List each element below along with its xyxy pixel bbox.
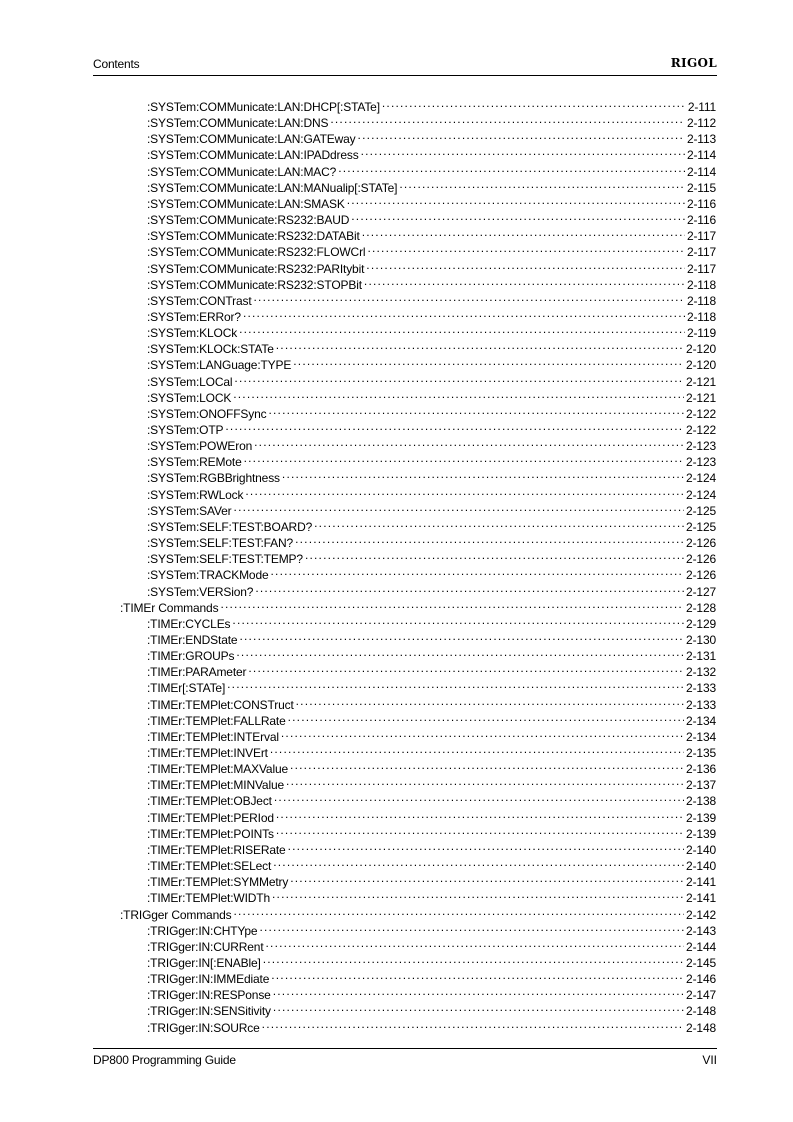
toc-entry-page: 2-127: [686, 584, 716, 599]
toc-entry-title: :SYSTem:KLOCk: [147, 326, 238, 341]
toc-dot-leader: [239, 321, 685, 337]
toc-entry[interactable]: [147, 644, 716, 664]
header-section-title: Contents: [93, 57, 140, 71]
toc-entry-page: 2-116: [686, 213, 716, 228]
toc-dot-leader: [254, 289, 685, 305]
toc-entry-page: 2-126: [686, 536, 716, 551]
toc-entry[interactable]: [147, 321, 716, 341]
toc-dot-leader: [295, 531, 684, 547]
toc-entry-page: 2-141: [686, 875, 716, 890]
toc-entry-page: 2-134: [686, 713, 716, 728]
toc-dot-leader: [366, 257, 685, 273]
toc-entry-page: 2-131: [686, 649, 716, 664]
toc-entry[interactable]: [147, 240, 716, 260]
toc-entry-page: 2-142: [686, 907, 716, 922]
toc-entry-title: :TIMEr:GROUPs: [147, 649, 235, 664]
toc-entry-page: 2-136: [686, 762, 716, 777]
toc-entry-title: :SYSTem:ONOFFSync: [147, 406, 267, 421]
toc-entry-title: :TIMEr:TEMPlet:RISERate: [147, 842, 286, 857]
toc-dot-leader: [382, 95, 686, 111]
toc-entry-page: 2-128: [686, 600, 716, 615]
toc-entry-title: :SYSTem:SELF:TEST:TEMP?: [147, 552, 303, 567]
toc-entry[interactable]: [147, 838, 716, 857]
toc-entry[interactable]: [147, 353, 716, 373]
toc-entry-page: 2-135: [686, 746, 716, 760]
toc-dot-leader: [220, 596, 684, 612]
toc-entry[interactable]: [147, 967, 716, 987]
toc-dot-leader: [276, 337, 684, 353]
toc-entry[interactable]: [147, 806, 716, 825]
toc-entry-title: :SYSTem:COMMunicate:RS232:DATABit: [147, 229, 360, 244]
toc-entry[interactable]: [147, 676, 716, 696]
toc-dot-leader: [273, 999, 684, 1015]
toc-entry[interactable]: [147, 919, 716, 938]
toc-entry-page: 2-119: [686, 326, 716, 341]
toc-dot-leader: [233, 386, 684, 402]
toc-entry[interactable]: [147, 402, 716, 421]
toc-dot-leader: [227, 676, 684, 692]
toc-dot-leader: [305, 547, 684, 563]
toc-dot-leader: [364, 273, 685, 289]
toc-entry-title: :SYSTem:COMMunicate:LAN:DNS: [147, 116, 329, 131]
toc-entry-title: :SYSTem:ERRor?: [147, 309, 241, 324]
toc-entry-page: 2-120: [686, 358, 716, 373]
toc-entry-title: :TIMEr:TEMPlet:INVErt: [147, 746, 268, 760]
toc-dot-leader: [255, 580, 684, 596]
toc-entry[interactable]: [147, 886, 716, 906]
toc-entry[interactable]: [147, 127, 716, 147]
toc-dot-leader: [282, 466, 684, 482]
toc-dot-leader: [273, 983, 684, 999]
toc-entry-page: 2-133: [686, 681, 716, 696]
toc-dot-leader: [225, 418, 684, 434]
toc-dot-leader: [293, 353, 684, 369]
toc-entry-title: :SYSTem:COMMunicate:LAN:DHCP[:STATe]: [147, 100, 380, 114]
toc-dot-leader: [233, 903, 684, 919]
toc-entry-page: 2-124: [686, 487, 716, 502]
toc-dot-leader: [270, 741, 684, 757]
toc-dot-leader: [367, 240, 684, 256]
toc-entry[interactable]: [147, 741, 716, 760]
toc-entry-title: :TRIGger:IN[:ENABle]: [147, 955, 261, 970]
toc-entry-page: 2-117: [686, 229, 716, 244]
toc-dot-leader: [245, 483, 684, 499]
toc-entry-title: :TRIGger:IN:CURRent: [147, 939, 264, 954]
toc-entry[interactable]: [147, 95, 716, 114]
toc-entry[interactable]: [147, 660, 716, 680]
toc-dot-leader: [399, 176, 685, 192]
toc-entry-page: 2-141: [686, 891, 716, 906]
toc-entry-page: 2-145: [686, 955, 716, 970]
toc-entry-page: 2-139: [686, 810, 716, 825]
toc-entry-page: 2-125: [686, 519, 716, 534]
toc-entry[interactable]: [147, 176, 716, 195]
toc-dot-leader: [288, 709, 684, 725]
toc-entry-page: 2-122: [686, 406, 716, 421]
toc-dot-leader: [236, 644, 684, 660]
toc-entry-page: 2-139: [686, 826, 716, 841]
toc-dot-leader: [268, 402, 684, 418]
toc-entry-title: :TRIGger:IN:CHTYpe: [147, 923, 258, 938]
toc-entry[interactable]: [147, 1016, 716, 1035]
footer-page-number: VII: [702, 1053, 717, 1067]
toc-entry-title: :TIMEr:TEMPlet:MAXValue: [147, 762, 289, 777]
toc-entry[interactable]: [147, 224, 716, 244]
toc-entry-page: 2-137: [686, 778, 716, 793]
toc-entry[interactable]: [147, 693, 716, 712]
page-footer: [93, 1048, 717, 1069]
toc-entry-title: :SYSTem:COMMunicate:LAN:MANualip[:STATe]: [147, 180, 398, 195]
toc-entry-page: 2-140: [686, 859, 716, 874]
toc-entry-title: :TIMEr:TEMPlet:POINTs: [147, 826, 274, 841]
toc-entry-title: :SYSTem:OTP: [147, 423, 224, 437]
footer-document-title: DP800 Programming Guide: [93, 1053, 236, 1067]
toc-dot-leader: [263, 951, 684, 967]
toc-entry-page: 2-133: [686, 697, 716, 712]
toc-entry-title: :SYSTem:LANGuage:TYPE: [147, 358, 292, 373]
toc-entry[interactable]: [120, 596, 716, 615]
toc-entry-title: :TIMEr:TEMPlet:MINValue: [147, 778, 285, 793]
toc-entry[interactable]: [147, 499, 716, 518]
toc-entry-page: 2-140: [686, 842, 716, 857]
toc-entry-page: 2-148: [686, 1004, 716, 1019]
toc-entry[interactable]: [147, 418, 716, 437]
toc-entry-page: 2-129: [686, 616, 716, 631]
toc-entry[interactable]: [147, 628, 716, 647]
toc-entry-page: 2-147: [686, 988, 716, 1003]
page-header: [93, 57, 717, 76]
toc-entry-page: 2-114: [686, 164, 716, 179]
toc-entry-page: 2-132: [686, 665, 716, 680]
toc-entry-page: 2-143: [686, 923, 716, 938]
toc-entry-title: :SYSTem:SELF:TEST:FAN?: [147, 536, 294, 551]
toc-dot-leader: [271, 967, 684, 983]
toc-entry-title: :SYSTem:RGBBrightness: [147, 471, 280, 486]
toc-entry[interactable]: [147, 450, 716, 470]
toc-entry[interactable]: [147, 466, 716, 486]
toc-dot-leader: [358, 127, 685, 143]
toc-dot-leader: [239, 628, 684, 644]
toc-entry-title: :TIMEr:PARAmeter: [147, 665, 247, 680]
toc-entry[interactable]: [147, 725, 716, 744]
toc-entry-title: :SYSTem:SAVer: [147, 503, 232, 518]
toc-entry-title: :TRIGger Commands: [120, 907, 232, 922]
toc-entry-page: 2-118: [686, 309, 716, 324]
toc-entry-page: 2-118: [686, 293, 716, 308]
toc-entry[interactable]: [147, 757, 716, 777]
toc-entry[interactable]: [147, 273, 716, 292]
toc-dot-leader: [272, 886, 684, 902]
toc-dot-leader: [338, 160, 685, 176]
toc-dot-leader: [361, 143, 685, 159]
toc-entry-page: 2-120: [686, 342, 716, 357]
toc-entry[interactable]: [147, 289, 716, 308]
toc-entry-title: :TIMEr:TEMPlet:CONSTruct: [147, 697, 294, 712]
toc-entry-title: :SYSTem:COMMunicate:RS232:STOPBit: [147, 277, 362, 292]
toc-dot-leader: [281, 725, 684, 741]
toc-entry-title: :SYSTem:COMMunicate:RS232:FLOWCrl: [147, 245, 366, 260]
toc-entry[interactable]: [147, 305, 716, 324]
toc-entry-title: :SYSTem:RWLock: [147, 487, 244, 502]
toc-entry-title: :TIMEr:ENDState: [147, 632, 238, 647]
toc-entry-page: 2-124: [686, 471, 716, 486]
toc-entry[interactable]: [147, 935, 716, 954]
toc-entry[interactable]: [147, 822, 716, 841]
toc-entry[interactable]: [147, 709, 716, 728]
toc-entry-title: :SYSTem:KLOCk:STATe: [147, 342, 274, 357]
toc-entry[interactable]: [147, 999, 716, 1019]
toc-entry-title: :SYSTem:POWEron: [147, 439, 253, 454]
toc-entry-title: :SYSTem:COMMunicate:LAN:IPADdress: [147, 148, 359, 163]
toc-entry-title: :TRIGger:IN:SENSitivity: [147, 1004, 271, 1019]
toc-entry-page: 2-144: [686, 939, 716, 954]
toc-entry-title: :SYSTem:SELF:TEST:BOARD?: [147, 519, 313, 534]
toc-dot-leader: [244, 450, 684, 466]
toc-dot-leader: [234, 370, 684, 386]
toc-dot-leader: [290, 757, 684, 773]
toc-entry[interactable]: [147, 386, 716, 405]
toc-entry-page: 2-126: [686, 568, 716, 583]
toc-entry-page: 2-138: [686, 794, 716, 809]
toc-entry-title: :SYSTem:COMMunicate:LAN:GATEway: [147, 132, 356, 147]
toc-dot-leader: [274, 789, 684, 805]
toc-entry-page: 2-116: [686, 196, 716, 211]
toc-entry-title: :SYSTem:COMMunicate:RS232:BAUD: [147, 213, 350, 228]
toc-entry-page: 2-112: [686, 116, 716, 131]
toc-entry[interactable]: [147, 612, 716, 631]
toc-entry[interactable]: [147, 192, 716, 211]
toc-entry[interactable]: [147, 434, 716, 454]
toc-entry-page: 2-118: [686, 277, 716, 292]
toc-entry-title: :TRIGger:IN:SOURce: [147, 1020, 260, 1035]
toc-dot-leader: [330, 111, 685, 127]
toc-entry-title: :SYSTem:COMMunicate:LAN:SMASK: [147, 196, 345, 211]
toc-entry-page: 2-125: [686, 503, 716, 518]
toc-dot-leader: [273, 854, 684, 870]
toc-entry-page: 2-123: [686, 439, 716, 454]
toc-entry[interactable]: [147, 483, 716, 502]
toc-dot-leader: [276, 822, 684, 838]
toc-entry-title: :TRIGger:IN:IMMEdiate: [147, 972, 270, 987]
toc-entry[interactable]: [147, 773, 716, 793]
toc-dot-leader: [243, 305, 685, 321]
toc-entry-title: :TIMEr:TEMPlet:OBJect: [147, 794, 272, 809]
toc-entry-page: 2-111: [687, 100, 716, 114]
toc-dot-leader: [271, 563, 685, 579]
toc-entry-title: :TIMEr:CYCLEs: [147, 616, 231, 631]
toc-entry-title: :TRIGger:IN:RESPonse: [147, 988, 271, 1003]
toc-entry[interactable]: [147, 370, 716, 389]
toc-entry-page: 2-115: [686, 180, 716, 195]
toc-entry[interactable]: [147, 143, 716, 163]
toc-entry-title: :SYSTem:COMMunicate:LAN:MAC?: [147, 164, 337, 179]
toc-entry[interactable]: [147, 983, 716, 1003]
toc-entry-page: 2-117: [686, 245, 716, 260]
toc-entry[interactable]: [147, 208, 716, 228]
toc-entry[interactable]: [147, 870, 716, 890]
toc-entry-title: :SYSTem:VERSion?: [147, 584, 254, 599]
toc-dot-leader: [288, 838, 684, 854]
toc-entry-page: 2-121: [686, 374, 716, 389]
toc-entry-title: :TIMEr[:STATe]: [147, 681, 226, 696]
toc-dot-leader: [286, 773, 684, 789]
toc-entry[interactable]: [147, 563, 716, 583]
toc-dot-leader: [232, 612, 684, 628]
toc-entry-title: :SYSTem:COMMunicate:RS232:PARItybit: [147, 261, 365, 276]
toc-entry[interactable]: [147, 547, 716, 567]
toc-dot-leader: [296, 693, 684, 709]
toc-entry-title: :TIMEr:TEMPlet:SYMMetry: [147, 875, 289, 890]
toc-entry-page: 2-114: [686, 148, 716, 163]
toc-entry-title: :TIMEr:TEMPlet:WIDTh: [147, 891, 271, 906]
toc-dot-leader: [266, 935, 685, 951]
toc-entry-title: :SYSTem:LOCal: [147, 374, 233, 389]
toc-entry-page: 2-148: [686, 1020, 716, 1035]
toc-dot-leader: [290, 870, 684, 886]
toc-dot-leader: [259, 919, 684, 935]
toc-entry-page: 2-121: [686, 390, 716, 405]
toc-entry-title: :SYSTem:LOCK: [147, 390, 232, 405]
toc-entry-page: 2-134: [686, 729, 716, 744]
toc-entry-title: :TIMEr:TEMPlet:SELect: [147, 859, 272, 874]
toc-entry[interactable]: [147, 515, 716, 534]
toc-entry-page: 2-146: [686, 972, 716, 987]
toc-entry[interactable]: [147, 337, 716, 357]
toc-entry[interactable]: [147, 257, 716, 276]
toc-entry[interactable]: [147, 580, 716, 599]
toc-entry[interactable]: [147, 531, 716, 551]
toc-dot-leader: [254, 434, 684, 450]
toc-entry[interactable]: [147, 951, 716, 970]
toc-dot-leader: [314, 515, 684, 531]
toc-entry-page: 2-123: [686, 455, 716, 470]
toc-dot-leader: [262, 1016, 684, 1032]
toc-entry[interactable]: [120, 903, 716, 922]
toc-entry-page: 2-117: [686, 261, 716, 276]
toc-entry-title: :SYSTem:CONTrast: [147, 293, 252, 308]
toc-entry-title: :TIMEr Commands: [120, 600, 219, 615]
toc-entry[interactable]: [147, 789, 716, 809]
toc-entry-title: :TIMEr:TEMPlet:PERIod: [147, 810, 274, 825]
toc-entry[interactable]: [147, 160, 716, 179]
toc-entry[interactable]: [147, 854, 716, 874]
toc-dot-leader: [351, 208, 685, 224]
brand-logo: RIGOL: [670, 56, 717, 70]
toc-entry-title: :TIMEr:TEMPlet:FALLRate: [147, 713, 286, 728]
toc-entry-title: :SYSTem:TRACKMode: [147, 568, 269, 583]
toc-entry-title: :TIMEr:TEMPlet:INTErval: [147, 729, 279, 744]
toc-dot-leader: [347, 192, 685, 208]
toc-dot-leader: [362, 224, 685, 240]
toc-entry[interactable]: [147, 111, 716, 131]
toc-dot-leader: [248, 660, 684, 676]
toc-entry-title: :SYSTem:REMote: [147, 455, 242, 470]
toc-entry-page: 2-113: [686, 132, 716, 147]
toc-entry-page: 2-130: [686, 632, 716, 647]
toc-entry-page: 2-122: [686, 423, 716, 437]
toc-dot-leader: [234, 499, 685, 515]
toc-entry-page: 2-126: [686, 552, 716, 567]
toc-dot-leader: [276, 806, 684, 822]
